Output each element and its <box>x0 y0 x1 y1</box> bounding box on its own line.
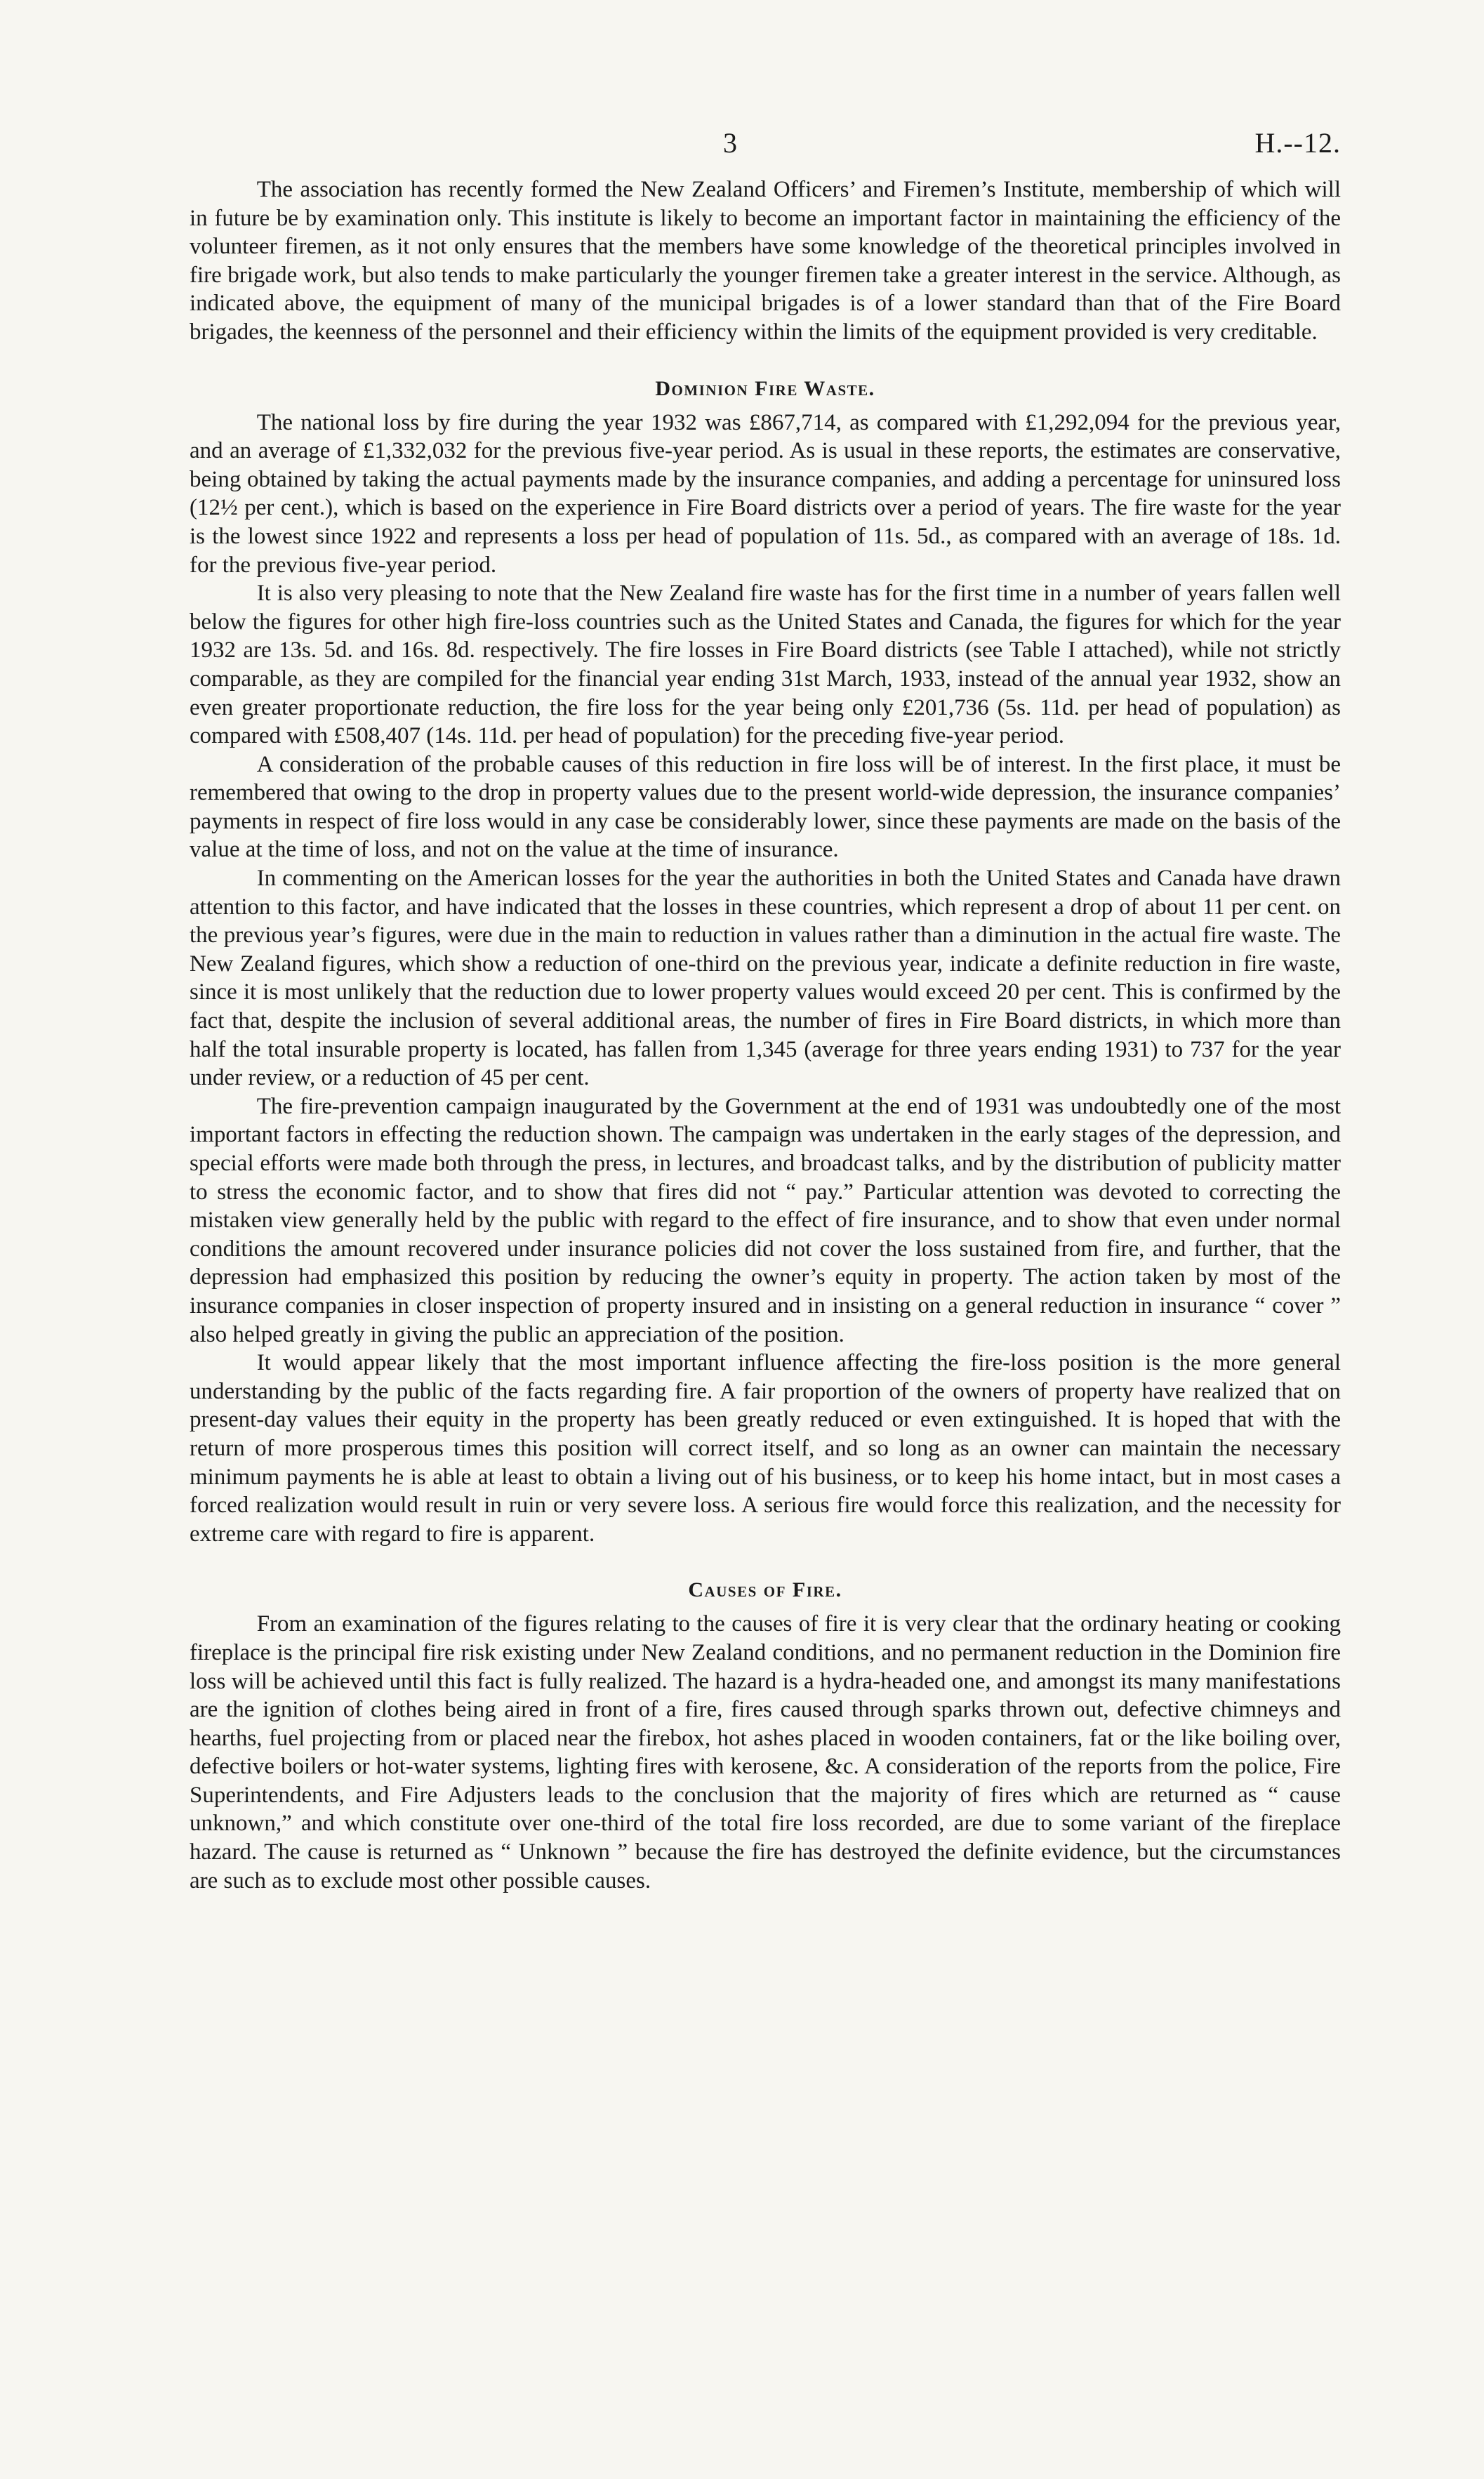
section-heading: Dominion Fire Waste. <box>655 376 875 400</box>
document-reference: H.--12. <box>1254 127 1341 159</box>
page-number: 3 <box>723 127 737 159</box>
paragraph: The association has recently formed the New Zealand Officers’ and Firemen’s Institute, membership of which will in future be by examination only. This institute is likely to become an important factor in maintaining the efficiency of the volunteer firemen, as it not only ensures that the members have some knowledge of the theoretical principles involved in fire brigade work, but also tends to make particularly the younger firemen take a greater interest in the service. Although, as indicated above, the equipment of many of the municipal brigades is of a lower standard than that of the Fire Board brigades, the keenness of the personnel and their efficiency within the limits of the equipment provided is very creditable. <box>190 177 1341 345</box>
section-intro <box>190 176 1341 347</box>
paragraph: In commenting on the American losses for the year the authorities in both the United States and Canada have drawn attention to this factor, and have indicated that the losses in these countries, which represent a drop of about 11 per cent. on the previous year’s figures, were due in the main to reduction in values rather than a diminution in the actual fire waste. The New Zealand figures, which show a reduction of one-third on the previous year, indicate a definite reduction in fire waste, since it is most unlikely that the reduction due to lower property values would exceed 20 per cent. This is confirmed by the fact that, despite the inclusion of several additional areas, the number of fires in Fire Board districts, in which more than half the total insurable property is located, has fallen from 1,345 (average for three years ending 1931) to 737 for the year under review, or a reduction of 45 per cent. <box>190 866 1341 1091</box>
section-causes-of-fire <box>190 1576 1341 1895</box>
paragraph: The national loss by fire during the year 1932 was £867,714, as compared with £1,292,094 for the previous year, and an average of £1,332,032 for the previous five-year period. As is usual in these reports, the estimates are conservative, being obtained by taking the actual payments made by the insurance companies, and adding a percentage for uninsured loss (12½ per cent.), which is based on the experience in Fire Board districts over a period of years. The fire waste for the year is the lowest since 1922 and represents a loss per head of population of 11s. 5d., as compared with an average of 18s. 1d. for the previous five-year period. <box>190 409 1341 578</box>
paragraph: From an examination of the figures relating to the causes of fire it is very clear that the ordinary heating or cooking fireplace is the principal fire risk existing under New Zealand conditions, and no permanent reduction in the Dominion fire loss will be achieved until this fact is fully realized. The hazard is a hydra-headed one, and amongst its many manifestations are the ignition of clothes being aired in front of a fire, fires caused through sparks thrown out, defective chimneys and hearths, fuel projecting from or placed near the firebox, hot ashes placed in wooden containers, fat or the like boiling over, defective boilers or hot-water systems, lighting fires with kerosene, &c. A consideration of the reports from the police, Fire Superintendents, and Fire Adjusters leads to the conclusion that the majority of fires which are returned as “ cause unknown,” and which constitute over one-third of the total fire loss recorded, are due to some variant of the fireplace hazard. The cause is returned as “ Unknown ” because the fire has destroyed the definite evidence, but the circumstances are such as to exclude most other possible causes. <box>190 1611 1341 1893</box>
paragraph: A consideration of the probable causes of this reduction in fire loss will be of interest. In the first place, it must be remembered that owing to the drop in property values due to the present world-wide depression, the insurance companies’ payments in respect of fire loss would in any case be considerably lower, since these payments are made on the basis of the value at the time of loss, and not on the value at the time of insurance. <box>190 751 1341 863</box>
paragraph: It is also very pleasing to note that the New Zealand fire waste has for the first time in a number of years fallen well below the figures for other high fire-loss countries such as the United States and Canada, the figures for which for the year 1932 are 13s. 5d. and 16s. 8d. respectively. The fire losses in Fire Board districts (see Table I attached), while not strictly comparable, as they are compiled for the financial year ending 31st March, 1933, instead of the annual year 1932, show an even greater proportionate reduction, the fire loss for the year being only £201,736 (5s. 11d. per head of population) as compared with £508,407 (14s. 11d. per head of population) for the preceding five-year period. <box>190 581 1341 749</box>
document-page <box>190 126 1341 1895</box>
section-dominion-fire-waste <box>190 375 1341 1549</box>
page-header <box>190 126 1341 176</box>
section-heading: Causes of Fire. <box>688 1578 842 1602</box>
paragraph: It would appear likely that the most important influence affecting the fire-loss position is the more general understanding by the public of the facts regarding fire. A fair proportion of the owners of property have realized that on present-day values their equity in the property has been greatly reduced or even extinguished. It is hoped that with the return of more prosperous times this position will correct itself, and so long as an owner can maintain the necessary minimum payments he is able at least to obtain a living out of his business, or to keep his home intact, but in most cases a forced realization would result in ruin or very severe loss. A serious fire would force this realization, and the necessity for extreme care with regard to fire is apparent. <box>190 1350 1341 1547</box>
paragraph: The fire-prevention campaign inaugurated by the Government at the end of 1931 was undoubtedly one of the most important factors in effecting the reduction shown. The campaign was undertaken in the early stages of the depression, and special efforts were made both through the press, in lectures, and broadcast talks, and by the distribution of publicity matter to stress the economic factor, and to show that fires did not “ pay.” Particular attention was devoted to correcting the mistaken view generally held by the public with regard to the effect of fire insurance, and to show that even under normal conditions the amount recovered under insurance policies did not cover the loss sustained from fire, and further, that the depression had emphasized this position by reducing the owner’s equity in property. The action taken by most of the insurance companies in closer inspection of property insured and in insisting on a general reduction in insurance “ cover ” also helped greatly in giving the public an appreciation of the position. <box>190 1093 1341 1347</box>
